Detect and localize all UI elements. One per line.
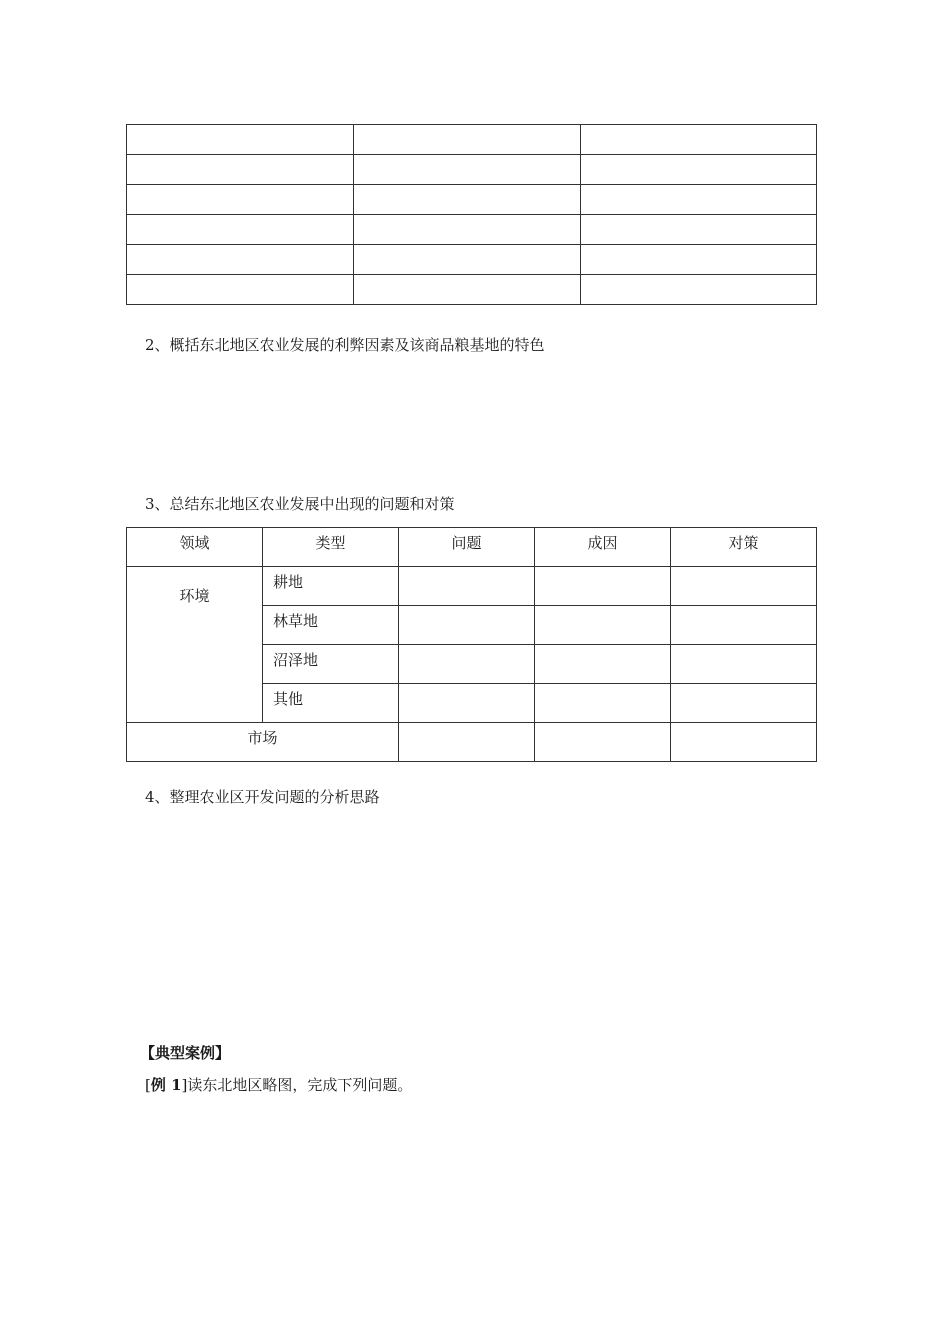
- blank-cell[interactable]: [127, 275, 354, 305]
- blank-cell[interactable]: [671, 684, 817, 723]
- type-other: 其他: [263, 684, 399, 723]
- blank-cell[interactable]: [127, 215, 354, 245]
- blank-cell[interactable]: [671, 645, 817, 684]
- blank-cell[interactable]: [399, 723, 535, 762]
- question-4: 4、整理农业区开发问题的分析思路: [145, 788, 380, 806]
- table-row: [127, 215, 817, 245]
- blank-cell[interactable]: [581, 275, 817, 305]
- example-tag: [145, 1076, 187, 1094]
- type-forest-grassland: 林草地: [263, 606, 399, 645]
- table-row: [127, 155, 817, 185]
- header-domain: 领域: [127, 528, 263, 567]
- blank-cell[interactable]: [581, 185, 817, 215]
- problems-solutions-table: [126, 527, 817, 762]
- question-3: 3、总结东北地区农业发展中出现的问题和对策: [145, 495, 455, 513]
- blank-cell[interactable]: [535, 684, 671, 723]
- header-cause: 成因: [535, 528, 671, 567]
- header-countermeasure: 对策: [671, 528, 817, 567]
- table-row: [127, 125, 817, 155]
- blank-cell[interactable]: [399, 567, 535, 606]
- type-wetland: 沼泽地: [263, 645, 399, 684]
- blank-cell[interactable]: [354, 275, 581, 305]
- blank-cell[interactable]: [581, 215, 817, 245]
- blank-cell[interactable]: [581, 155, 817, 185]
- table-row: [127, 723, 817, 762]
- blank-cell[interactable]: [354, 215, 581, 245]
- table-row: [127, 567, 817, 606]
- example-text: 读东北地区略图，完成下列问题。: [187, 1076, 413, 1094]
- header-type: 类型: [263, 528, 399, 567]
- blank-cell[interactable]: [354, 245, 581, 275]
- blank-cell[interactable]: [127, 245, 354, 275]
- domain-environment: 环境: [127, 567, 263, 723]
- blank-cell[interactable]: [354, 185, 581, 215]
- blank-cell[interactable]: [535, 567, 671, 606]
- table-row: [127, 275, 817, 305]
- example-open-bracket: [: [145, 1076, 151, 1094]
- table-row: [127, 245, 817, 275]
- blank-answer-table: [126, 124, 817, 305]
- blank-cell[interactable]: [354, 125, 581, 155]
- table-row: [127, 185, 817, 215]
- blank-cell[interactable]: [535, 645, 671, 684]
- table-header-row: [127, 528, 817, 567]
- type-cropland: 耕地: [263, 567, 399, 606]
- example-label: 例 1: [150, 1076, 182, 1094]
- blank-cell[interactable]: [671, 606, 817, 645]
- blank-cell[interactable]: [671, 567, 817, 606]
- header-problem: 问题: [399, 528, 535, 567]
- blank-cell[interactable]: [354, 155, 581, 185]
- blank-cell[interactable]: [399, 606, 535, 645]
- domain-market: 市场: [127, 723, 399, 762]
- blank-cell[interactable]: [581, 125, 817, 155]
- blank-cell[interactable]: [127, 155, 354, 185]
- example-1: [145, 1074, 412, 1095]
- example-close-bracket: ]: [181, 1076, 188, 1094]
- blank-cell[interactable]: [581, 245, 817, 275]
- blank-cell[interactable]: [535, 606, 671, 645]
- blank-cell[interactable]: [127, 185, 354, 215]
- blank-cell[interactable]: [399, 684, 535, 723]
- blank-cell[interactable]: [671, 723, 817, 762]
- blank-cell[interactable]: [535, 723, 671, 762]
- blank-cell[interactable]: [127, 125, 354, 155]
- blank-cell[interactable]: [399, 645, 535, 684]
- section-heading: 【典型案例】: [140, 1044, 231, 1062]
- question-2: 2、概括东北地区农业发展的利弊因素及该商品粮基地的特色: [145, 336, 545, 354]
